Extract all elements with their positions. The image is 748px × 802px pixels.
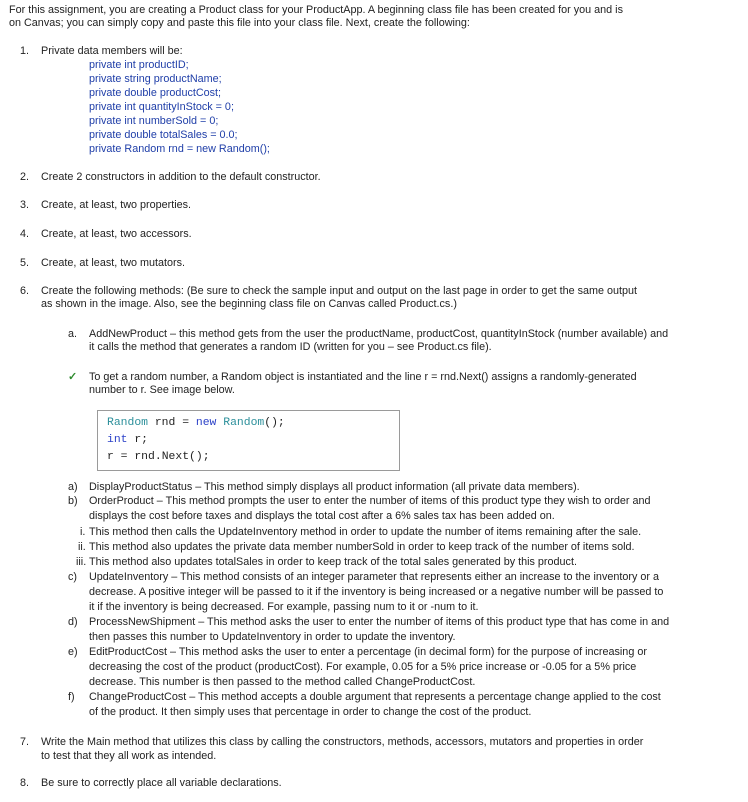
sub-i-text: This method then calls the UpdateInventory method in order to update the number of items remaining after the sale.	[89, 526, 642, 538]
code-line-2: int r;	[107, 434, 149, 446]
item-4-text: Create, at least, two accessors.	[41, 228, 192, 240]
check-note-line-2: number to r. See image below.	[89, 384, 235, 396]
item-2-text: Create 2 constructors in addition to the default constructor.	[41, 171, 321, 183]
sub-ii-text: This method also updates the private data member numberSold in order to keep track of the number of items sold.	[89, 541, 635, 553]
member-product-name: private string productName;	[89, 73, 222, 85]
member-total-sales: private double totalSales = 0.0;	[89, 129, 238, 141]
method-change-product-cost-line-1: ChangeProductCost – This method accepts a double argument that represents a percentage change applied to the cost	[89, 691, 661, 703]
code-line-1: Random rnd = new Random();	[107, 417, 285, 429]
member-number-sold: private int numberSold = 0;	[89, 115, 219, 127]
item-5-text: Create, at least, two mutators.	[41, 257, 186, 269]
sub-a-line-2: it calls the method that generates a random ID (written for you – see Product.cs file).	[89, 341, 492, 353]
method-d-label: d)	[68, 616, 78, 628]
method-a-label: a)	[68, 481, 78, 493]
method-f-label: f)	[68, 691, 75, 703]
sub-iii-text: This method also updates totalSales in order to keep track of the total sales generated by this product.	[89, 556, 577, 568]
intro-line-2: on Canvas; you can simply copy and paste this file into your class file. Next, create the following:	[9, 17, 470, 29]
method-edit-product-cost-line-3: decrease. This number is then passed to the method called ChangeProductCost.	[89, 676, 476, 688]
code-line-3: r = rnd.Next();	[107, 451, 210, 463]
method-e-label: e)	[68, 646, 78, 658]
method-order-product-line-2: displays the cost before taxes and displays the total cost after a 6% sales tax has been added on.	[89, 510, 555, 522]
intro-line-1: For this assignment, you are creating a Product class for your ProductApp. A beginning class file has been created for you and is	[9, 4, 623, 16]
member-product-cost: private double productCost;	[89, 87, 222, 99]
method-update-inventory-line-3: it if the inventory is being decreased. For example, passing num to it or -num to it.	[89, 601, 479, 613]
item-7-line-1: Write the Main method that utilizes this class by calling the constructors, methods, accessors, mutators and properties in order	[41, 736, 644, 748]
item-1-number: 1.	[20, 45, 30, 57]
item-7-line-2: to test that they all work as intended.	[41, 750, 217, 762]
sub-i-label: i.	[80, 526, 86, 538]
item-8-text: Be sure to correctly place all variable declarations.	[41, 777, 282, 789]
item-7-number: 7.	[20, 736, 30, 748]
member-random: private Random rnd = new Random();	[89, 143, 270, 155]
check-note-line-1: To get a random number, a Random object is instantiated and the line r = rnd.Next() assigns a randomly-generated	[89, 371, 637, 383]
sub-a-label: a.	[68, 328, 78, 340]
item-3-text: Create, at least, two properties.	[41, 199, 192, 211]
item-6-number: 6.	[20, 285, 30, 297]
method-update-inventory-line-1: UpdateInventory – This method consists of an integer parameter that represents either an increase to the inventory or a	[89, 571, 659, 583]
method-display-product-status: DisplayProductStatus – This method simply displays all product information (all private data members).	[89, 481, 580, 493]
method-change-product-cost-line-2: of the product. It then simply uses that percentage in order to change the cost of the product.	[89, 706, 532, 718]
item-5-number: 5.	[20, 257, 30, 269]
item-1-text: Private data members will be:	[41, 45, 183, 57]
code-snippet-box	[97, 410, 400, 471]
method-process-new-shipment-line-2: then passes this number to UpdateInventory in order to update the inventory.	[89, 631, 456, 643]
item-3-number: 3.	[20, 199, 30, 211]
item-4-number: 4.	[20, 228, 30, 240]
item-6-line-2: as shown in the image. Also, see the beginning class file on Canvas called Product.cs.)	[41, 298, 457, 310]
method-process-new-shipment-line-1: ProcessNewShipment – This method asks the user to enter the number of items of this product type that has come in and	[89, 616, 670, 628]
method-c-label: c)	[68, 571, 77, 583]
sub-iii-label: iii.	[76, 556, 87, 568]
member-quantity-in-stock: private int quantityInStock = 0;	[89, 101, 234, 113]
sub-a-line-1: AddNewProduct – this method gets from the user the productName, productCost, quantityInStock (number available) and	[89, 328, 669, 340]
method-edit-product-cost-line-1: EditProductCost – This method asks the user to enter a percentage (in decimal form) for the purpose of increasing or	[89, 646, 647, 658]
item-2-number: 2.	[20, 171, 30, 183]
method-edit-product-cost-line-2: decreasing the cost of the product (productCost). For example, 0.05 for a 5% price increase or -0.05 for a 5% price	[89, 661, 637, 673]
method-order-product-line-1: OrderProduct – This method prompts the user to enter the number of items of this product type they wish to order and	[89, 495, 651, 507]
sub-ii-label: ii.	[78, 541, 86, 553]
checkmark-icon: ✓	[68, 371, 78, 383]
method-update-inventory-line-2: decrease. A positive integer will be passed to it if the inventory is being increased or a negative number will be passed to	[89, 586, 664, 598]
item-8-number: 8.	[20, 777, 30, 789]
item-6-line-1: Create the following methods: (Be sure to check the sample input and output on the last page in order to get the same output	[41, 285, 637, 297]
method-b-label: b)	[68, 495, 78, 507]
member-product-id: private int productID;	[89, 59, 189, 71]
